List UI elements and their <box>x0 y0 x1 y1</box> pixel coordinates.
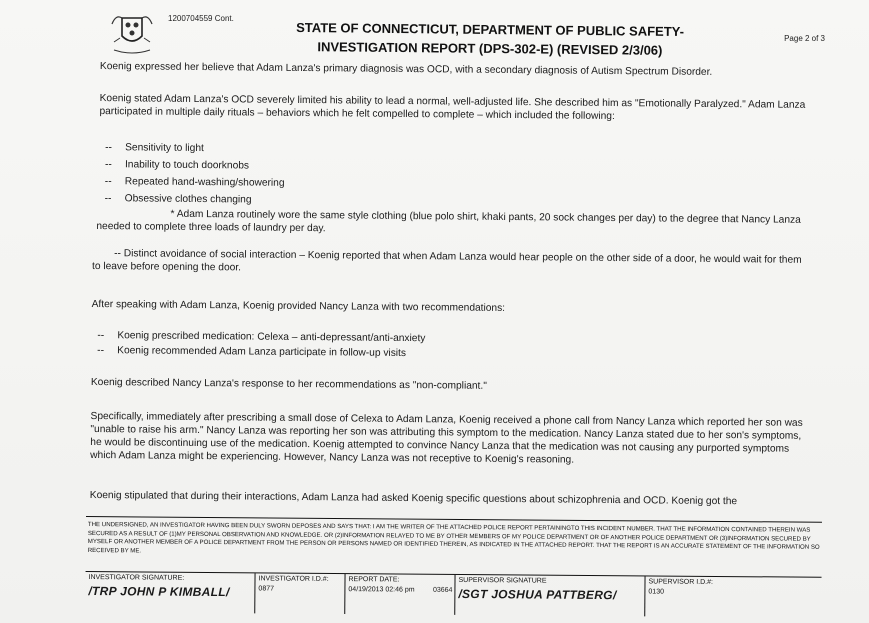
paragraph-recommendations-intro: After speaking with Adam Lanza, Koenig provided Nancy Lanza with two recommendations: <box>91 298 506 314</box>
affidavit-text: THE UNDERSIGNED, AN INVESTIGATOR HAVING BEEN DULY SWORN DEPOSES AND SAYS THAT: I AM THE WRITER OF THE ATTACHED POLICE REPORT PERTAININGTO THIS INCIDENT NUMBER. THAT THE INFORMATION CONTAINED THEREIN WAS SECURED AS A RESULT OF (1)MY PERSONAL OBSERVATION AND KNOWLEDGE. OR (2)INFORMATION RELAYED TO ME BY OTHER MEMBERS OF MY POLICE DEPARTMENT OR OF ANOTHER POLICE DEPARTMENT OR (3)INFORMATION SECURED BY MYSELF OR ANOTHER MEMBER OF A POLICE DEPARTMENT FROM THE PERSON OR PERSONS NAMED OR IDENTIFIED THEREIN, AS INDICATED IN THE ATTACHED REPORT. THAT THE REPORT IS AN ACCURATE STATEMENT OF THE INFORMATION SO RECEIVED BY ME. <box>87 521 820 555</box>
report-extra-number: 03664 <box>432 586 453 594</box>
recommendations-list <box>97 328 425 361</box>
social-text: -- Distinct avoidance of social interaction – Koenig reported that when Adam Lanza would hear people on the other side of a door, he would wait for them to leave before opening the door. <box>91 248 802 274</box>
report-title-line2: INVESTIGATION REPORT (DPS-302-E) (REVISED 2/3/06) <box>317 39 663 58</box>
investigator-id: 0877 <box>258 585 275 593</box>
supervisor-signature-label: SUPERVISOR SIGNATURE <box>458 576 547 585</box>
signature-block <box>85 516 822 623</box>
paragraph-stipulated: Koenig stipulated that during their interactions, Adam Lanza had asked Koenig specific questions about schizophrenia and OCD. Koenig got the <box>89 489 738 508</box>
report-date: 04/19/2013 02:46 pm <box>348 586 415 594</box>
investigator-signature: /TRP JOHN P KIMBALL/ <box>88 584 230 600</box>
list-item: -- Koenig prescribed medication: Celexa – anti-depressant/anti-anxiety <box>97 328 425 346</box>
report-title <box>250 17 730 60</box>
paragraph-ocd: Koenig stated Adam Lanza's OCD severely limited his ability to lead a normal, well-adjusted life. She described him as "Emotionally Paralyzed." Adam Lanza participated in multiple daily rituals – behaviors which he felt compelled to complete – which included the following: <box>99 93 806 123</box>
page-number: Page 2 of 3 <box>784 34 825 43</box>
paragraph-noncompliant: Koenig described Nancy Lanza's response to her recommendations as "non-compliant." <box>90 376 487 392</box>
report-date-label: REPORT DATE: <box>348 576 400 584</box>
report-date-cell <box>345 574 455 615</box>
clothing-note-text: * Adam Lanza routinely wore the same style clothing (blue polo shirt, khaki pants, 20 sock changes per day) to the degree that Nancy Lanza needed to complete three loads of laundry per day. <box>96 208 801 235</box>
list-item: -- Sensitivity to light <box>105 139 285 158</box>
supervisor-signature: /SGT JOSHUA PATTBERG/ <box>458 586 617 603</box>
state-seal-icon <box>104 10 160 54</box>
case-number: 1200704559 Cont. <box>168 14 234 23</box>
list-item: -- Obsessive clothes changing <box>105 190 285 209</box>
supervisor-id: 0130 <box>648 588 665 596</box>
supervisor-id-cell <box>645 576 821 617</box>
report-title-line1: STATE OF CONNECTICUT, DEPARTMENT OF PUBLIC SAFETY- <box>296 19 685 40</box>
signature-row <box>85 571 821 618</box>
list-item: -- Repeated hand-washing/showering <box>105 173 285 192</box>
paragraph-celexa: Specifically, immediately after prescribing a small dose of Celexa to Adam Lanza, Koenig received a phone call from Nancy Lanza which reported her son was "unable to raise his arm." Nancy Lanza was reporting her son was attributing this symptom to the medication. Nancy Lanza stated due to her son's symptoms, he would be discontinuing use of the medication. Koenig attempted to convince Nancy Lanza that the medication was not causing any purported symptoms which Adam Lanza might be experiencing. However, Nancy Lanza was not receptive to Koenig's reasoning. <box>90 410 803 466</box>
list-item: -- Inability to touch doorknobs <box>105 156 285 175</box>
supervisor-signature-cell <box>455 575 645 616</box>
list-item: -- Koenig recommended Adam Lanza participate in follow-up visits <box>97 343 425 361</box>
clothing-note <box>96 207 806 240</box>
rituals-list <box>105 139 285 209</box>
report-body <box>89 60 814 508</box>
supervisor-id-label: SUPERVISOR I.D.#: <box>648 578 713 586</box>
investigator-id-cell <box>255 573 345 614</box>
paragraph-social <box>92 247 808 280</box>
paragraph-diagnosis: Koenig expressed her believe that Adam Lanza's primary diagnosis was OCD, with a secondary diagnosis of Autism Spectrum Disorder. <box>99 61 713 78</box>
investigator-signature-cell <box>85 572 255 613</box>
investigator-id-label: INVESTIGATOR I.D.#: <box>258 575 329 583</box>
investigator-signature-label: INVESTIGATOR SIGNATURE: <box>88 574 185 582</box>
